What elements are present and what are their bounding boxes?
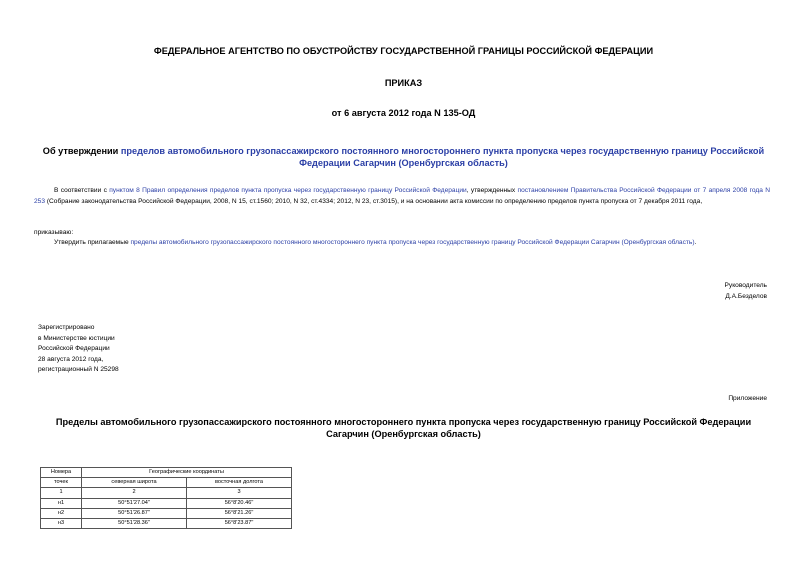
doc-type: ПРИКАЗ: [384, 78, 423, 88]
registration-line: Зарегистрировано: [38, 324, 95, 331]
lon-cell: 56°8'20.46": [187, 498, 292, 508]
header-cell-number: Номера: [41, 468, 82, 478]
registration-line: в Министерстве юстиции: [38, 334, 115, 342]
header-cell-lon: восточная долгота: [187, 478, 292, 488]
approve-text-2: .: [694, 239, 697, 246]
preamble-text-1: В соответствии с: [54, 187, 110, 194]
colnum-cell: 2: [82, 488, 187, 498]
header-cell-geo: Географические координаты: [82, 468, 292, 478]
table-row: [41, 498, 292, 508]
subject-link[interactable]: пределов автомобильного грузопассажирского постоянного многостороннего пункта пропуска через государственную границу Российской Федерации Сагарчин (Оренбургская область): [120, 146, 765, 168]
header-cell-number: точек: [41, 478, 82, 488]
colnum-cell: 1: [41, 488, 82, 498]
doc-subject: [40, 145, 767, 169]
point-cell: н2: [41, 508, 82, 518]
preamble-text-3: (Собрание законодательства Российской Федерации, 2008, N 15, ст.1560; 2010, N 32, ст.4334; 2012, N 23, ст.3015), и на основании акта комиссии по определению пределов пункта пропуска от 7 декабря 2011 года,: [45, 197, 703, 205]
table-row: [41, 508, 292, 518]
lat-cell: 50°51'26.87": [82, 508, 187, 518]
table-row: [41, 518, 292, 528]
registration-block: [38, 323, 119, 376]
coordinates-table: [40, 467, 292, 529]
point-cell: н1: [41, 498, 82, 508]
lat-cell: 50°51'28.36": [82, 518, 187, 528]
registration-line: Российской Федерации: [38, 345, 110, 352]
preamble-paragraph: [34, 186, 770, 207]
lon-cell: 56°8'23.87": [187, 518, 292, 528]
resolution-link[interactable]: постановлением Правительства Российской Федерации от 7 апреля 2008 года N 253: [34, 187, 771, 205]
signature-block: [725, 281, 767, 302]
point-cell: н3: [41, 518, 82, 528]
doc-date: от 6 августа 2012 года N 135-ОД: [331, 108, 476, 118]
registration-line: 28 августа 2012 года,: [38, 355, 104, 363]
appendix-title: Пределы автомобильного грузопассажирского постоянного многостороннего пункта пропуска через государственную границу Российской Федерации Сагарчин (Оренбургская область): [55, 417, 752, 439]
approve-text-1: Утвердить прилагаемые: [54, 239, 131, 246]
lat-cell: 50°51'27.04": [82, 498, 187, 508]
rules-link[interactable]: пунктом 8 Правил определения пределов пункта пропуска через государственную границу Российской Федерации: [109, 187, 467, 194]
signer-position: Руководитель: [724, 282, 767, 289]
approve-paragraph: [54, 239, 696, 246]
order-word: приказываю:: [34, 229, 74, 236]
limits-link[interactable]: пределы автомобильного грузопассажирского постоянного многостороннего пункта пропуска через государственную границу Российской Федерации Сагарчин (Оренбургская область): [130, 239, 695, 246]
colnum-row: [41, 488, 292, 498]
signer-name: Д.А.Безделов: [725, 292, 767, 300]
appendix-label: Приложение: [728, 395, 767, 402]
subject-prefix: Об утверждении: [42, 146, 121, 156]
preamble-text-2: , утвержденных: [466, 187, 518, 194]
agency-name: ФЕДЕРАЛЬНОЕ АГЕНТСТВО ПО ОБУСТРОЙСТВУ ГОСУДАРСТВЕННОЙ ГРАНИЦЫ РОССИЙСКОЙ ФЕДЕРАЦИИ: [153, 46, 654, 56]
registration-line: регистрационный N 25298: [38, 366, 119, 373]
lon-cell: 56°8'21.26": [187, 508, 292, 518]
header-cell-lat: северная широта: [82, 478, 187, 488]
colnum-cell: 3: [187, 488, 292, 498]
